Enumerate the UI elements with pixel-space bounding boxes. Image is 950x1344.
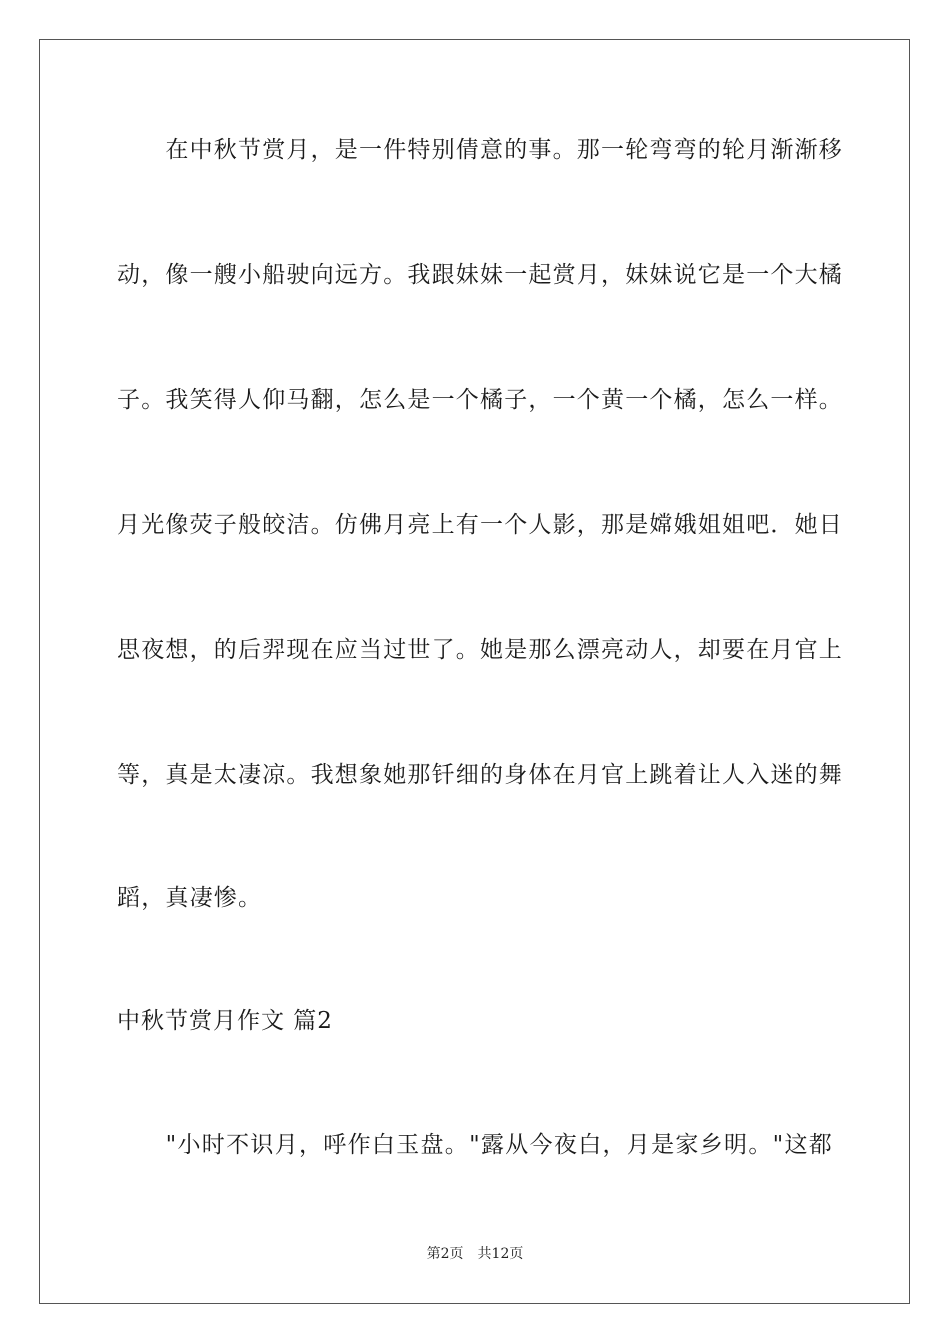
paragraph-1-line-2: 动，像一艘小船驶向远方。我跟妹妹一起赏月，妹妹说它是一个大橘 xyxy=(117,262,843,288)
paragraph-1-line-6: 等，真是太凄凉。我想象她那钎细的身体在月官上跳着让人入迷的舞 xyxy=(117,762,843,788)
section-heading: 中秋节赏月作文 篇2 xyxy=(117,1008,333,1034)
page-border xyxy=(39,39,910,1304)
paragraph-1-line-1: 在中秋节赏月，是一件特别倩意的事。那一轮弯弯的轮月渐渐移 xyxy=(117,137,843,163)
paragraph-1-line-5: 思夜想，的后羿现在应当过世了。她是那么漂亮动人，却要在月官上 xyxy=(117,637,843,663)
paragraph-1-line-7: 蹈，真凄惨。 xyxy=(117,885,263,911)
paragraph-2-line-1: "小时不识月，呼作白玉盘。"露从今夜白，月是家乡明。"这都 xyxy=(117,1132,833,1158)
paragraph-1-line-4: 月光像荧子般皎洁。仿佛月亮上有一个人影，那是嫦娥姐姐吧．她日 xyxy=(117,512,843,538)
paragraph-1-line-3: 子。我笑得人仰马翻，怎么是一个橘子，一个黄一个橘，怎么一样。 xyxy=(117,387,843,413)
page-number-footer: 第2页 共12页 xyxy=(426,1246,524,1262)
